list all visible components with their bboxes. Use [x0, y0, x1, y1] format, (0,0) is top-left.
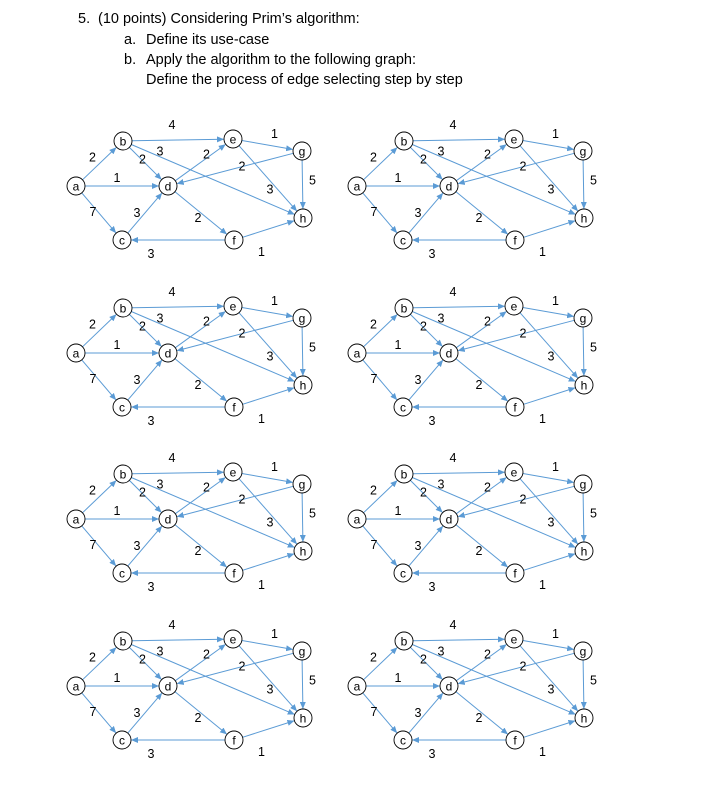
edge-weight-a-b: 2 [89, 483, 96, 498]
edge-weight-d-e: 2 [484, 480, 491, 495]
node-label-d: d [164, 346, 172, 361]
edge-weight-d-e: 2 [484, 647, 491, 662]
edge-d-e [456, 145, 506, 181]
edge-weight-f-c: 3 [147, 747, 155, 761]
edge-g-d [458, 653, 574, 683]
edge-a-c [82, 193, 116, 233]
edge-weight-b-h: 3 [437, 311, 445, 326]
edge-weight-d-f: 2 [194, 711, 202, 725]
edge-f-h [243, 721, 294, 737]
edge-weight-f-c: 3 [147, 247, 155, 261]
edge-weight-f-c: 3 [147, 580, 155, 594]
edge-weight-b-h: 3 [156, 644, 164, 659]
edge-b-e [132, 306, 224, 308]
edge-weight-f-h: 1 [539, 745, 546, 759]
edge-weight-d-f: 2 [194, 544, 202, 558]
edge-weight-b-d: 2 [420, 652, 427, 667]
edge-weight-a-d: 1 [113, 504, 121, 518]
edge-e-g [523, 308, 574, 317]
edge-weight-a-b: 2 [370, 150, 377, 165]
question-title: (10 points) Considering Prim’s algorithm: [98, 11, 360, 27]
edge-g-h [583, 160, 584, 209]
edge-weight-g-d: 2 [238, 659, 246, 674]
edge-weight-b-h: 3 [437, 477, 445, 492]
edge-weight-a-b: 2 [89, 650, 96, 665]
edge-weight-g-d: 2 [519, 659, 527, 674]
part-b-marker: b. [124, 52, 137, 68]
edge-weight-b-d: 2 [139, 152, 146, 167]
edge-g-d [458, 486, 574, 516]
edge-weight-d-e: 2 [203, 647, 210, 662]
edge-a-c [363, 193, 397, 233]
edge-e-g [242, 308, 293, 317]
edge-a-b [83, 481, 117, 513]
edge-b-e [413, 306, 505, 308]
edge-weight-e-h: 3 [547, 682, 555, 697]
edge-b-e [413, 639, 505, 641]
edge-weight-g-d: 2 [519, 326, 527, 341]
edge-weight-b-e: 4 [168, 118, 176, 132]
part-a-marker: a. [124, 32, 137, 48]
node-label-e: e [510, 465, 518, 480]
edge-g-d [177, 320, 293, 350]
graph-copy-6 [348, 451, 597, 594]
edge-weight-g-h: 5 [309, 506, 316, 521]
edge-weight-d-f: 2 [475, 544, 483, 558]
edge-b-e [132, 472, 224, 474]
edge-e-h [239, 146, 297, 211]
edge-d-e [175, 645, 225, 681]
edge-d-e [175, 478, 225, 514]
edge-g-d [458, 320, 574, 350]
edge-a-c [82, 693, 116, 733]
node-label-h: h [299, 378, 307, 393]
edge-weight-d-e: 2 [203, 314, 210, 329]
node-label-g: g [579, 477, 587, 492]
edge-weight-b-h: 3 [156, 144, 164, 159]
edge-weight-c-d: 3 [133, 539, 141, 553]
edge-weight-g-d: 2 [519, 492, 527, 507]
edge-weight-d-f: 2 [475, 211, 483, 225]
edge-g-d [458, 153, 574, 183]
edge-weight-a-d: 1 [394, 171, 402, 185]
node-label-f: f [513, 233, 517, 248]
node-label-b: b [119, 301, 127, 316]
node-label-c: c [119, 400, 125, 415]
node-label-c: c [400, 400, 406, 415]
edge-weight-g-h: 5 [309, 673, 316, 688]
edge-weight-a-b: 2 [89, 317, 96, 332]
node-label-a: a [72, 679, 80, 694]
edge-g-h [302, 660, 303, 709]
edge-weight-f-h: 1 [539, 245, 546, 259]
node-label-a: a [72, 346, 80, 361]
edge-weight-b-h: 3 [156, 311, 164, 326]
node-label-e: e [510, 299, 518, 314]
edge-weight-b-d: 2 [139, 319, 146, 334]
edge-weight-a-c: 7 [370, 205, 378, 219]
edge-weight-c-d: 3 [414, 206, 422, 220]
edge-weight-e-g: 1 [271, 627, 278, 641]
edge-weight-e-h: 3 [266, 515, 274, 530]
edge-weight-b-d: 2 [420, 485, 427, 500]
node-label-f: f [513, 733, 517, 748]
node-label-c: c [400, 233, 406, 248]
edge-weight-a-c: 7 [89, 372, 97, 386]
edge-weight-b-e: 4 [449, 285, 457, 299]
node-label-e: e [510, 632, 518, 647]
edge-a-c [363, 526, 397, 566]
edge-weight-b-d: 2 [420, 152, 427, 167]
edge-a-c [82, 360, 116, 400]
edge-weight-c-d: 3 [414, 373, 422, 387]
edge-a-b [364, 648, 398, 680]
graph-copy-1 [67, 118, 316, 261]
edge-weight-a-d: 1 [113, 171, 121, 185]
edge-weight-a-c: 7 [370, 372, 378, 386]
edge-g-h [583, 327, 584, 376]
edge-weight-b-h: 3 [437, 644, 445, 659]
node-label-g: g [298, 477, 306, 492]
node-label-a: a [353, 346, 361, 361]
edge-weight-e-h: 3 [547, 182, 555, 197]
edge-weight-c-d: 3 [133, 206, 141, 220]
node-label-b: b [400, 467, 408, 482]
edge-weight-f-h: 1 [258, 245, 265, 259]
graph-copy-7 [67, 618, 316, 761]
edge-e-g [242, 141, 293, 150]
graph-copy-8 [348, 618, 597, 761]
edge-f-h [524, 388, 575, 404]
edge-a-b [364, 148, 398, 180]
edge-weight-e-h: 3 [266, 182, 274, 197]
edge-f-h [524, 554, 575, 570]
node-label-d: d [445, 679, 453, 694]
edge-weight-a-d: 1 [113, 338, 121, 352]
edge-weight-g-h: 5 [590, 173, 597, 188]
edge-weight-d-e: 2 [484, 314, 491, 329]
edge-weight-b-e: 4 [449, 618, 457, 632]
edge-f-h [524, 221, 575, 237]
edge-weight-b-d: 2 [139, 485, 146, 500]
graph-copy-4 [348, 285, 597, 428]
edge-e-g [242, 641, 293, 650]
edge-g-d [177, 653, 293, 683]
edge-weight-g-h: 5 [590, 340, 597, 355]
edge-g-h [583, 660, 584, 709]
edge-weight-e-g: 1 [552, 127, 559, 141]
edge-a-b [83, 148, 117, 180]
part-b-subtext: Define the process of edge selecting step by step [146, 72, 463, 88]
edge-weight-e-g: 1 [552, 460, 559, 474]
node-label-f: f [232, 233, 236, 248]
edge-e-h [520, 646, 578, 711]
edge-weight-a-c: 7 [89, 538, 97, 552]
edge-weight-f-h: 1 [539, 412, 546, 426]
edge-a-b [83, 648, 117, 680]
node-label-c: c [400, 566, 406, 581]
edge-weight-f-c: 3 [428, 580, 436, 594]
node-label-e: e [229, 465, 237, 480]
edge-e-h [239, 479, 297, 544]
edge-weight-e-g: 1 [271, 127, 278, 141]
graph-copy-2 [348, 118, 597, 261]
question-number: 5. [78, 11, 91, 27]
edge-f-h [243, 388, 294, 404]
edge-weight-f-h: 1 [258, 745, 265, 759]
edge-e-g [523, 641, 574, 650]
edge-d-e [456, 645, 506, 681]
edge-e-h [239, 313, 297, 378]
edge-weight-a-d: 1 [394, 504, 402, 518]
edge-d-e [175, 312, 225, 348]
edge-weight-g-d: 2 [519, 159, 527, 174]
node-label-a: a [72, 179, 80, 194]
edge-weight-f-h: 1 [539, 578, 546, 592]
edge-a-b [83, 315, 117, 347]
edge-weight-f-c: 3 [147, 414, 155, 428]
edge-a-c [363, 360, 397, 400]
edge-weight-d-f: 2 [475, 711, 483, 725]
edge-g-h [302, 327, 303, 376]
edge-weight-a-c: 7 [370, 538, 378, 552]
node-label-g: g [579, 644, 587, 659]
edge-g-h [302, 493, 303, 542]
node-label-c: c [119, 566, 125, 581]
node-label-g: g [579, 311, 587, 326]
edge-weight-b-h: 3 [437, 144, 445, 159]
edge-e-h [520, 146, 578, 211]
edge-b-e [132, 139, 224, 141]
edge-e-g [242, 474, 293, 483]
node-label-f: f [513, 566, 517, 581]
edge-weight-e-h: 3 [547, 515, 555, 530]
edge-weight-a-d: 1 [394, 671, 402, 685]
node-label-a: a [72, 512, 80, 527]
edge-weight-g-h: 5 [590, 673, 597, 688]
edge-weight-d-f: 2 [194, 378, 202, 392]
edge-weight-a-b: 2 [89, 150, 96, 165]
edge-weight-d-e: 2 [203, 480, 210, 495]
node-label-h: h [299, 544, 307, 559]
edge-f-h [524, 721, 575, 737]
node-label-d: d [164, 179, 172, 194]
edge-weight-a-b: 2 [370, 317, 377, 332]
node-label-c: c [119, 733, 125, 748]
edge-e-h [239, 646, 297, 711]
node-label-e: e [510, 132, 518, 147]
node-label-d: d [445, 179, 453, 194]
edge-d-e [456, 478, 506, 514]
node-label-b: b [119, 134, 127, 149]
edge-g-d [177, 153, 293, 183]
edge-weight-d-f: 2 [194, 211, 202, 225]
edge-weight-d-e: 2 [484, 147, 491, 162]
edge-weight-b-h: 3 [156, 477, 164, 492]
node-label-g: g [298, 644, 306, 659]
edge-b-e [413, 139, 505, 141]
edge-weight-d-f: 2 [475, 378, 483, 392]
edge-g-h [302, 160, 303, 209]
edge-d-e [175, 145, 225, 181]
edge-e-h [520, 479, 578, 544]
node-label-h: h [580, 378, 588, 393]
edge-weight-b-e: 4 [168, 451, 176, 465]
edge-weight-f-h: 1 [258, 578, 265, 592]
node-label-b: b [119, 634, 127, 649]
node-label-c: c [400, 733, 406, 748]
node-label-b: b [119, 467, 127, 482]
edge-weight-g-h: 5 [309, 173, 316, 188]
edge-a-b [364, 481, 398, 513]
node-label-g: g [298, 144, 306, 159]
edge-weight-b-d: 2 [420, 319, 427, 334]
edge-g-h [583, 493, 584, 542]
edge-weight-f-c: 3 [428, 414, 436, 428]
edge-g-d [177, 486, 293, 516]
edge-b-e [413, 472, 505, 474]
edge-weight-d-e: 2 [203, 147, 210, 162]
edge-a-c [363, 693, 397, 733]
edge-a-b [364, 315, 398, 347]
node-label-f: f [232, 566, 236, 581]
node-label-f: f [232, 400, 236, 415]
edge-b-e [132, 639, 224, 641]
edge-weight-g-d: 2 [238, 326, 246, 341]
edge-weight-a-c: 7 [370, 705, 378, 719]
node-label-f: f [232, 733, 236, 748]
edge-weight-c-d: 3 [414, 706, 422, 720]
edge-f-h [243, 554, 294, 570]
edge-weight-b-e: 4 [168, 618, 176, 632]
node-label-h: h [580, 711, 588, 726]
edge-weight-e-g: 1 [552, 627, 559, 641]
node-label-b: b [400, 301, 408, 316]
edge-weight-a-d: 1 [394, 338, 402, 352]
node-label-h: h [580, 544, 588, 559]
edge-weight-b-e: 4 [168, 285, 176, 299]
node-label-e: e [229, 299, 237, 314]
edge-weight-c-d: 3 [133, 706, 141, 720]
edge-weight-b-e: 4 [449, 118, 457, 132]
edge-weight-e-g: 1 [552, 294, 559, 308]
node-label-b: b [400, 134, 408, 149]
node-label-a: a [353, 179, 361, 194]
edge-e-h [520, 313, 578, 378]
edge-weight-c-d: 3 [414, 539, 422, 553]
node-label-c: c [119, 233, 125, 248]
node-label-f: f [513, 400, 517, 415]
part-a-text: Define its use-case [146, 32, 270, 48]
edge-weight-f-c: 3 [428, 747, 436, 761]
edge-weight-e-g: 1 [271, 460, 278, 474]
node-label-d: d [164, 679, 172, 694]
edge-weight-f-c: 3 [428, 247, 436, 261]
node-label-e: e [229, 632, 237, 647]
edge-weight-a-c: 7 [89, 705, 97, 719]
node-label-h: h [580, 211, 588, 226]
edge-weight-e-h: 3 [266, 349, 274, 364]
edge-weight-a-c: 7 [89, 205, 97, 219]
edge-weight-c-d: 3 [133, 373, 141, 387]
node-label-b: b [400, 634, 408, 649]
edge-weight-a-b: 2 [370, 483, 377, 498]
node-label-a: a [353, 512, 361, 527]
edge-e-g [523, 474, 574, 483]
node-label-h: h [299, 211, 307, 226]
edge-weight-g-d: 2 [238, 159, 246, 174]
node-label-e: e [229, 132, 237, 147]
edge-e-g [523, 141, 574, 150]
edge-weight-g-d: 2 [238, 492, 246, 507]
edge-d-e [456, 312, 506, 348]
edge-weight-e-g: 1 [271, 294, 278, 308]
edge-weight-b-d: 2 [139, 652, 146, 667]
edge-weight-g-h: 5 [590, 506, 597, 521]
edge-weight-f-h: 1 [258, 412, 265, 426]
edge-a-c [82, 526, 116, 566]
edge-weight-g-h: 5 [309, 340, 316, 355]
part-b-text: Apply the algorithm to the following graph: [146, 52, 417, 68]
node-label-a: a [353, 679, 361, 694]
graph-copy-5 [67, 451, 316, 594]
edge-weight-e-h: 3 [266, 682, 274, 697]
edge-weight-e-h: 3 [547, 349, 555, 364]
node-label-d: d [445, 512, 453, 527]
graph-copy-3 [67, 285, 316, 428]
edge-weight-a-d: 1 [113, 671, 121, 685]
edge-weight-b-e: 4 [449, 451, 457, 465]
node-label-g: g [298, 311, 306, 326]
node-label-d: d [164, 512, 172, 527]
node-label-g: g [579, 144, 587, 159]
node-label-d: d [445, 346, 453, 361]
edge-weight-a-b: 2 [370, 650, 377, 665]
edge-f-h [243, 221, 294, 237]
node-label-h: h [299, 711, 307, 726]
